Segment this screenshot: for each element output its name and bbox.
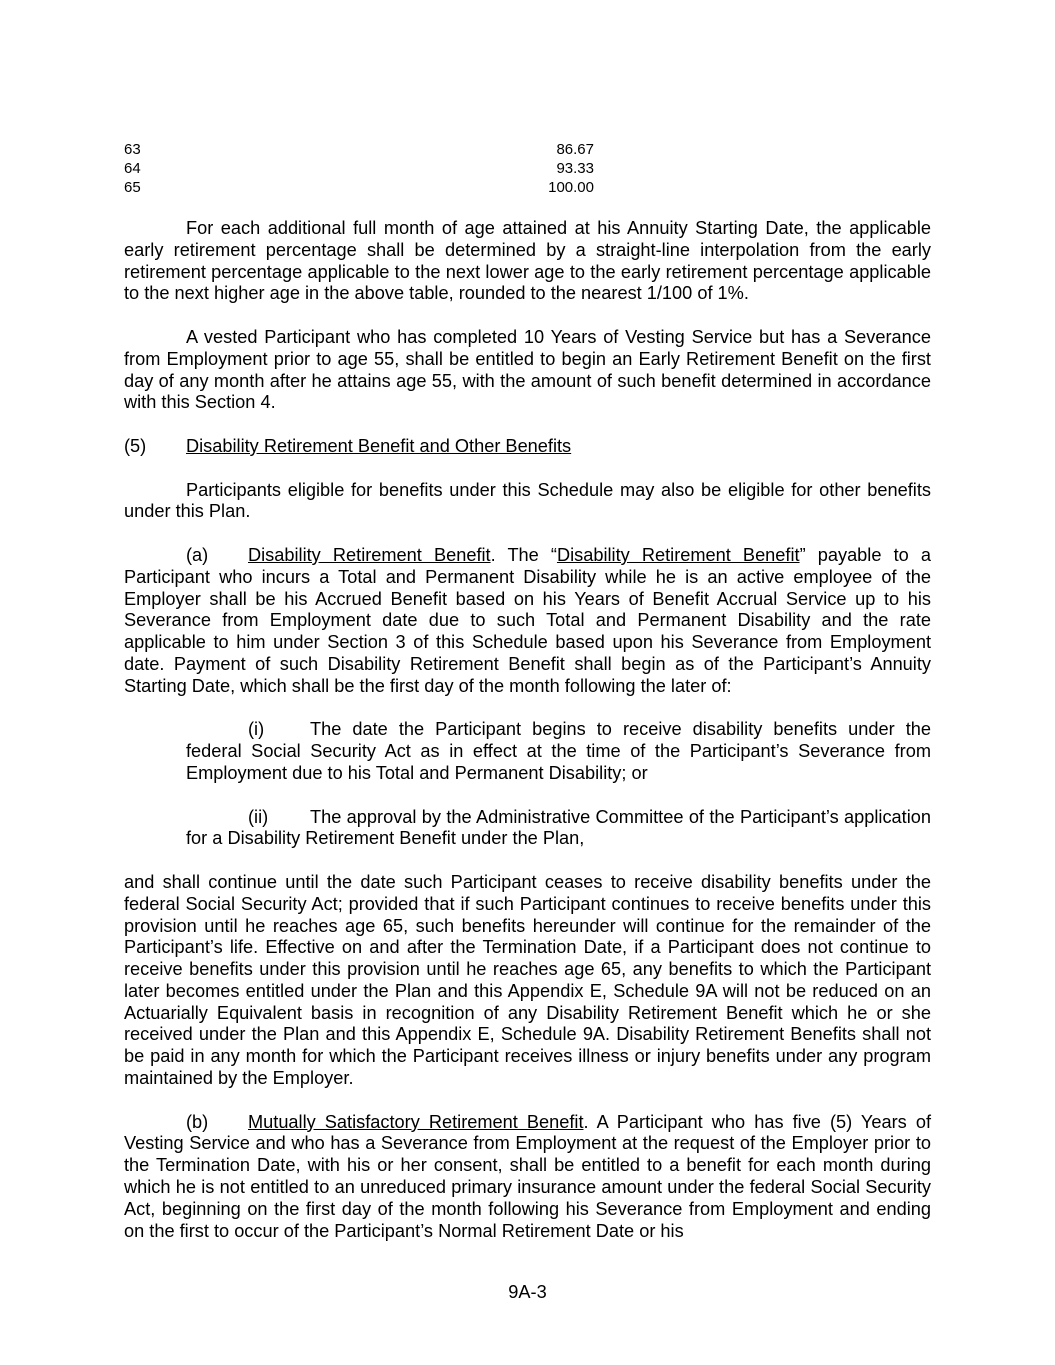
clause-label: (ii) (248, 806, 269, 827)
table-row (124, 159, 594, 178)
section-title: Disability Retirement Benefit and Other Benefits (186, 435, 572, 456)
interpolation-paragraph: For each additional full month of age attained at his Annuity Starting Date, the applicable early retirement percentage shall be determined by a straight-line interpolation from the early retirement percentage applicable to the next lower age to the early retirement percentage applicable to the next higher age in the above table, rounded to the nearest 1/100 of 1%. (124, 218, 931, 304)
subsection-b-paragraph (124, 1112, 931, 1243)
clause-label: (i) (248, 719, 265, 740)
age-cell: 65 (124, 179, 141, 196)
page-number: 9A-3 (508, 1282, 547, 1302)
text-run: ” payable to a Participant who incurs a Total and Permanent Disability while he is an active employee of the Employer shall be his Accrued Benefit based on his Years of Benefit Accrual Service up to his Severance from Employment date due to such Total and Permanent Disability and the rate applicable to him under Section 3 of this Schedule based upon his Severance from Employment date. Payment of such Disability Retirement Benefit shall begin as of the Participant’s Annuity Starting Date, which shall be the first day of the month following the later of: (124, 544, 931, 696)
percent-cell: 93.33 (556, 160, 594, 177)
subsection-title: Disability Retirement Benefit (248, 544, 491, 565)
table-row (124, 178, 594, 197)
clause-text: The date the Participant begins to receive disability benefits under the federal Social Security Act as in effect at the time of the Participant’s Severance from Employment due to his Total and Permanent Disability; or (186, 719, 931, 783)
section-number: (5) (124, 435, 147, 456)
continuation-paragraph: and shall continue until the date such Participant ceases to receive disability benefits under the federal Social Security Act; provided that if such Participant continues to receive benefits under this provision until he reaches age 65, such benefits hereunder will continue for the remainder of the Participant’s life. Effective on and after the Termination Date, if a Participant does not continue to receive benefits under this provision until he reaches age 65, any benefits to which the Participant later becomes entitled under the Plan and this Appendix E, Schedule 9A will not be reduced on an Actuarially Equivalent basis in recognition of any Disability Retirement Benefit which he or she received under the Plan and this Appendix E, Schedule 9A. Disability Retirement Benefits shall not be paid in any month for which the Participant receives illness or injury benefits under any program maintained by the Employer. (124, 871, 931, 1089)
eligibility-paragraph: Participants eligible for benefits under this Schedule may also be eligible for other benefits under this Plan. (124, 479, 931, 522)
subsection-label: (a) (186, 544, 209, 565)
percent-cell: 100.00 (548, 179, 594, 196)
clause-i-paragraph (124, 719, 931, 784)
clause-text: The approval by the Administrative Committee of the Participant’s application for a Disability Retirement Benefit under the Plan, (186, 806, 931, 849)
age-cell: 64 (124, 160, 141, 177)
document-body (124, 218, 931, 1264)
subsection-title: Mutually Satisfactory Retirement Benefit (248, 1111, 584, 1132)
clause-ii-paragraph (124, 807, 931, 851)
defined-term: Disability Retirement Benefit (556, 544, 800, 565)
vested-participant-paragraph: A vested Participant who has completed 10 Years of Vesting Service but has a Severance from Employment prior to age 55, shall be entitled to begin an Early Retirement Benefit on the first day of any month after he attains age 55, with the amount of such benefit determined in accordance with this Section 4. (124, 326, 931, 413)
table-row (124, 140, 594, 159)
early-retirement-rate-table (124, 140, 594, 197)
text-run: . The “ (490, 544, 557, 565)
age-cell: 63 (124, 141, 141, 158)
section-5-heading (124, 436, 931, 458)
percent-cell: 86.67 (556, 141, 594, 158)
text-run: . A Participant who has five (5) Years of Vesting Service and who has a Severance from Employment at the request of the Employer prior to the Termination Date, with his or her consent, shall be entitled to a benefit for each month during which he is not entitled to an unreduced primary insurance amount under the federal Social Security Act, beginning on the first day of the month following his Severance from Employment and ending on the first to occur of the Participant’s Normal Retirement Date or his (124, 1111, 931, 1241)
subsection-label: (b) (186, 1111, 209, 1132)
subsection-a-paragraph (124, 545, 931, 698)
